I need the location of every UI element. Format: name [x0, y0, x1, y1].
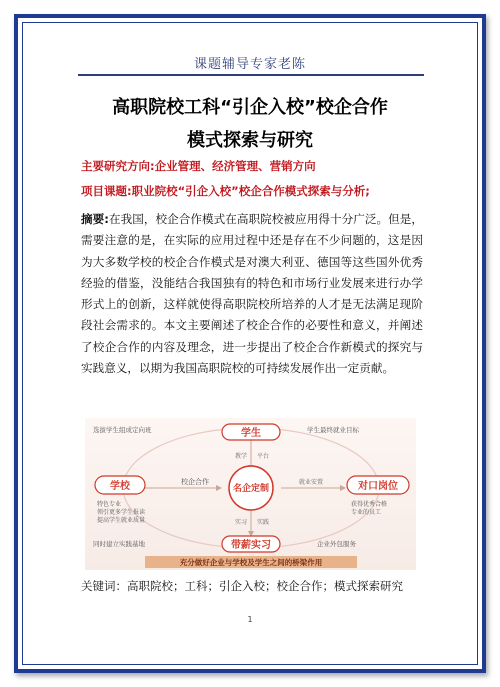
page-number: 1	[247, 615, 253, 624]
arrow-label-platform: 平台	[257, 453, 270, 460]
node-position-label: 对口岗位	[358, 481, 398, 492]
label-bottom-left: 同时建立实践基地	[93, 540, 145, 548]
side-label-line: 领引更多学生报读	[97, 509, 146, 516]
label-bottom-right: 企业外包服务	[317, 540, 356, 548]
arrow-label-teach: 教学	[235, 453, 248, 460]
label-top-right: 学生最终就业目标	[307, 426, 359, 434]
side-label-line: 特色专业	[97, 501, 122, 508]
research-direction: 主要研究方向:企业管理、经济管理、营销方向	[81, 159, 316, 173]
diagram-banner-text: 充分做好企业与学校及学生之间的桥梁作用	[179, 558, 323, 567]
abstract-paragraph	[81, 209, 423, 379]
header-rule	[78, 74, 424, 76]
side-label-line: 获得优秀合格	[351, 501, 388, 508]
abstract-text: 在我国，校企合作模式在高职院校被应用得十分广泛。但是，需要注意的是，在实际的应用过程中还是存在不少问题的，这是因为大多数学校的校企合作模式是对澳大利亚、德国等这些国外优秀经验的借鉴，没能结合我国独有的特色和市场行业发展来进行办学形式上的创新，这样就使得高职院校所培养的人才是无法满足现阶段社会需求的。本文主要阐述了校企合作的必要性和意义，并阐述了校企合作的内容及理念，进一步提出了校企合作新模式的探究与实践意义，以期为我国高职院校的可持续发展作出一定贡献。	[81, 212, 423, 376]
keywords-line: 关键词：高职院校；工科；引企入校；校企合作；模式探索研究	[81, 579, 403, 593]
node-student-label: 学生	[241, 428, 261, 439]
arrow-label-practice2: 实践	[257, 519, 270, 526]
header-text: 课题辅导专家老陈	[193, 57, 306, 72]
arrow-label-practice: 实习	[235, 519, 248, 526]
arrow-label-employment: 就业安置	[299, 479, 324, 486]
node-internship-label: 带薪实习	[231, 540, 271, 551]
side-label-line: 提高学生就业质量	[97, 517, 146, 524]
label-top-left: 选拔学生组成定向班	[93, 426, 152, 434]
center-side-label: 校企合作	[181, 478, 209, 486]
side-label-line: 专业的员工	[351, 509, 382, 516]
node-school-label: 学校	[110, 481, 130, 492]
project-topic: 项目课题:职业院校“引企入校”校企合作模式探索与分析;	[81, 184, 370, 198]
cooperation-diagram	[85, 418, 416, 570]
abstract-label: 摘要:	[81, 212, 109, 226]
document-title-line-1: 高职院校工科“引企入校”校企合作	[112, 97, 388, 118]
document-title-line-2: 模式探索与研究	[187, 130, 313, 151]
center-label: 名企定制	[232, 484, 270, 494]
